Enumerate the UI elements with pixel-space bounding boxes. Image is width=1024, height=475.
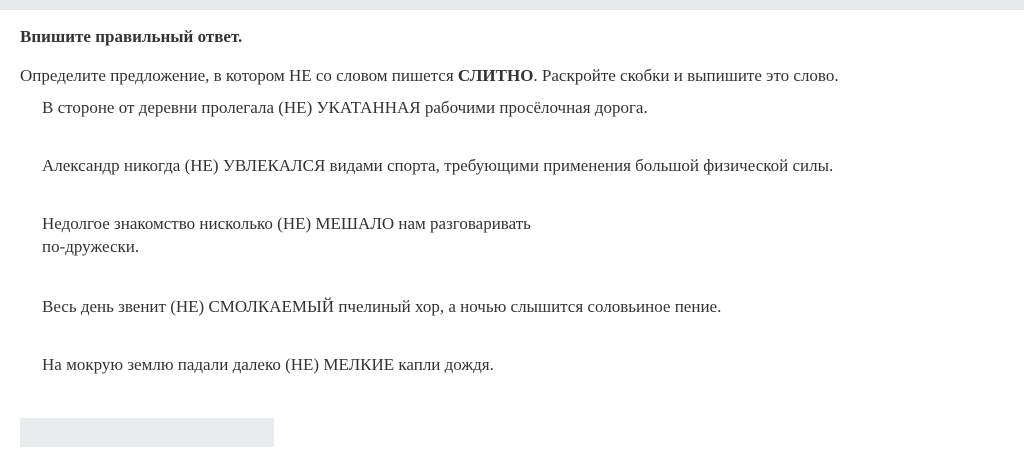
task-emphasis: СЛИТНО <box>457 66 534 85</box>
question-instruction: Впишите правильный ответ. <box>20 27 243 46</box>
task-text-before: Определите предложение, в котором НЕ со словом пишется <box>20 66 458 85</box>
sentence-option-3-line-2: по-дружески. <box>42 237 140 256</box>
sentence-option-2: Александр никогда (НЕ) УВЛЕКАЛСЯ видами спорта, требующими применения большой физической силы. <box>42 156 834 175</box>
sentence-option-1: В стороне от деревни пролегала (НЕ) УКАТАННАЯ рабочими просёлочная дорога. <box>42 98 648 117</box>
sentence-option-3-line-1: Недолгое знакомство нисколько (НЕ) МЕШАЛО нам разговаривать <box>42 214 531 233</box>
sentence-option-3 <box>42 212 602 258</box>
top-bar <box>0 0 1024 10</box>
sentence-option-4: Весь день звенит (НЕ) СМОЛКАЕМЫЙ пчелиный хор, а ночью слышится соловьиное пение. <box>42 297 722 316</box>
task-text <box>20 66 839 86</box>
task-text-after: . Раскройте скобки и выпишите это слово. <box>533 66 839 85</box>
sentence-option-5: На мокрую землю падали далеко (НЕ) МЕЛКИЕ капли дождя. <box>42 355 494 374</box>
answer-input[interactable] <box>20 418 274 447</box>
